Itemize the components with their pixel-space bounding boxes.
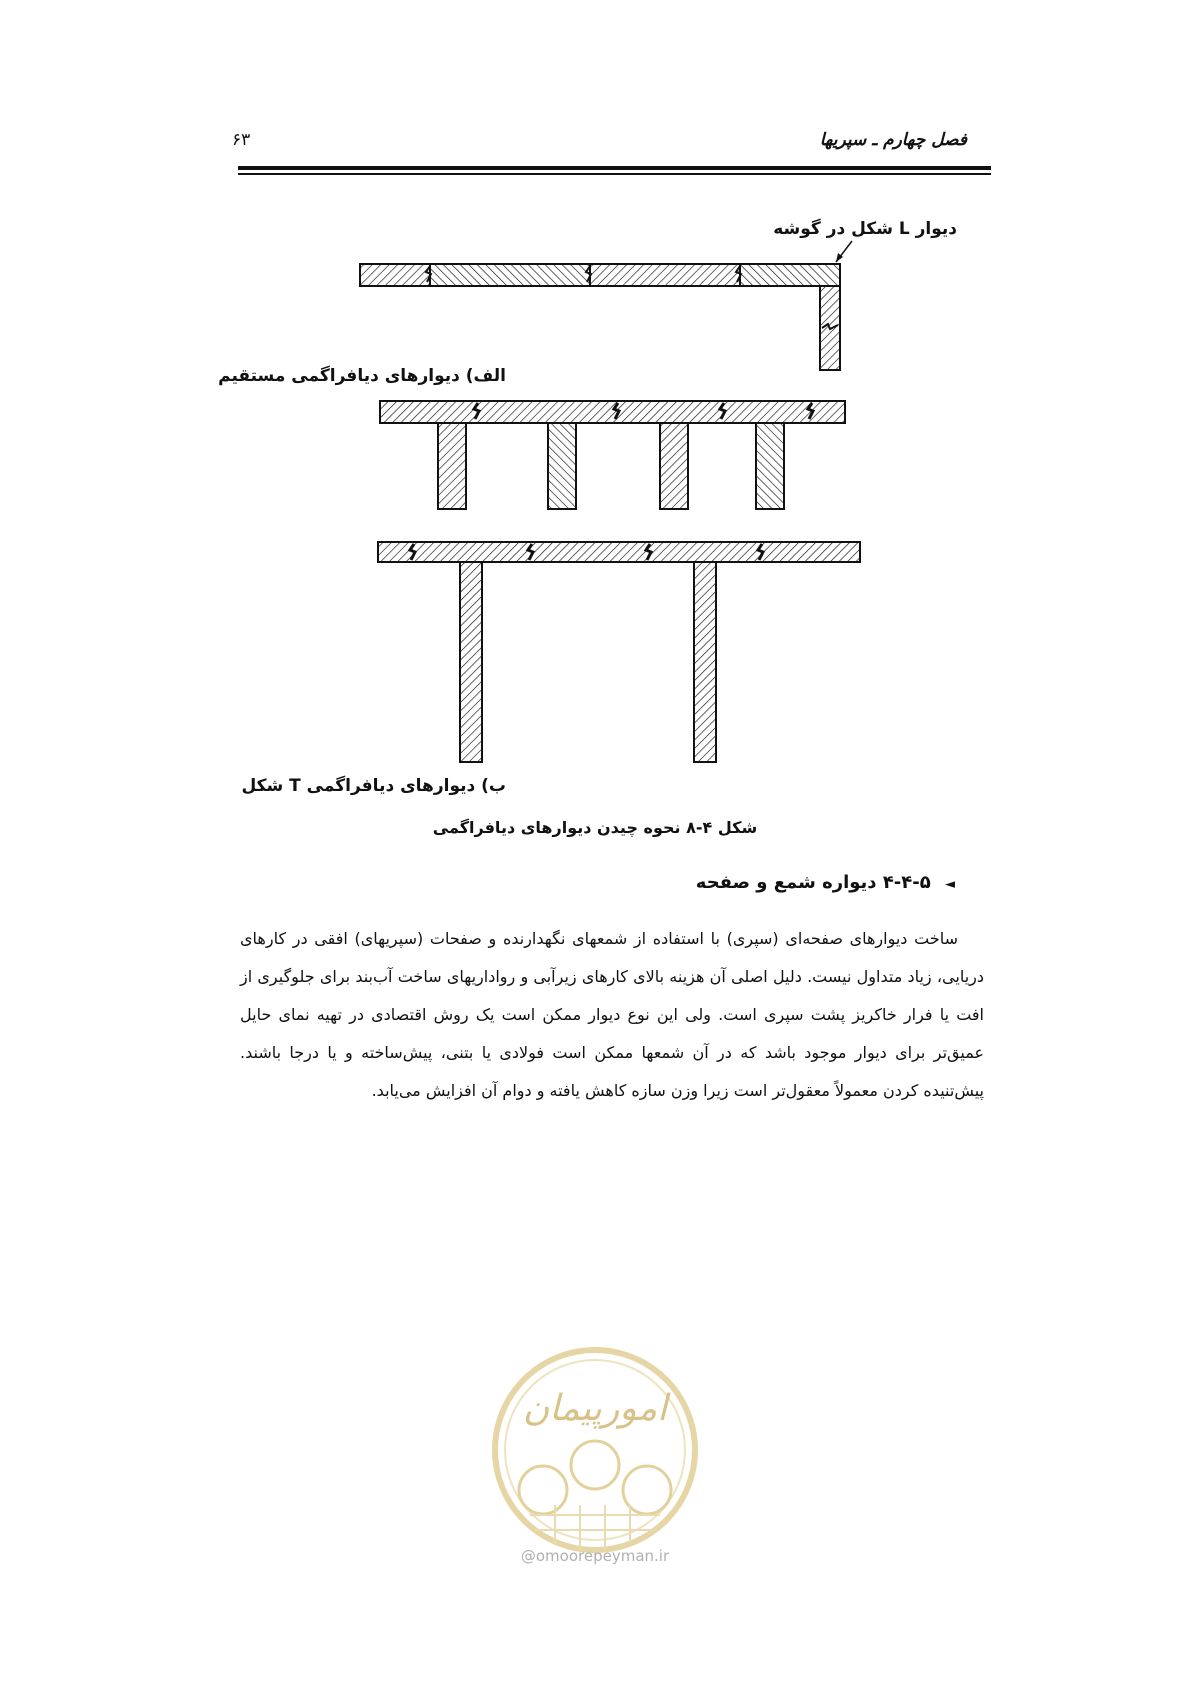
section-number: ۴-۴-۵ [882,872,931,893]
section-title: دیواره شمع و صفحه [695,872,877,893]
straight-wall-l-corner [360,264,840,370]
body-text [240,920,984,1110]
chapter-title: فصل چهارم ـ سپریها [819,130,967,150]
watermark-url: @omoorepeyman.ir [520,1547,670,1565]
t-walls-label: ب) دیوارهای دیافراگمی T شکل [241,776,506,796]
l-wall-leader-arrow [836,241,852,262]
section-marker-icon: ◄ [945,877,955,892]
t-walls-short [380,401,845,509]
body-paragraph: ساخت دیوارهای صفحه‌ای (سپری) با استفاده از شمعهای نگهدارنده و صفحات (سپریهای) افقی در کارهای دریایی، زیاد متداول نیست. دلیل اصلی آن هزینه بالای کارهای زیرآبی و رواداریهای ساخت آب‌بند برای جلوگیری از افت یا فرار خاکریز پشت سپری است. ولی این نوع دیوار ممکن است یک روش اقتصادی در تهیه نمای حایل عمیق‌تر برای دیوار موجود باشد که در آن شمعها ممکن است فولادی یا بتنی، پیش‌ساخته و یا درجا باشند. پیش‌تنیده کردن معمولاً معقول‌تر است زیرا وزن سازه کاهش یافته و دوام آن افزایش می‌یابد. [240,929,984,1100]
figure-caption: شکل ۴-۸ نحوه چیدن دیوارهای دیافراگمی [432,818,758,837]
l-wall-label: دیوار L شکل در گوشه [773,219,957,239]
page-number: ۶۳ [232,130,251,150]
straight-walls-label: الف) دیوارهای دیافراگمی مستقیم [218,366,506,386]
section-heading [696,872,955,893]
t-walls-long [378,542,860,762]
watermark-logo [485,1340,705,1560]
diaphragm-walls-figure [0,0,1190,800]
logo-text: امورپیمان [522,1388,668,1429]
